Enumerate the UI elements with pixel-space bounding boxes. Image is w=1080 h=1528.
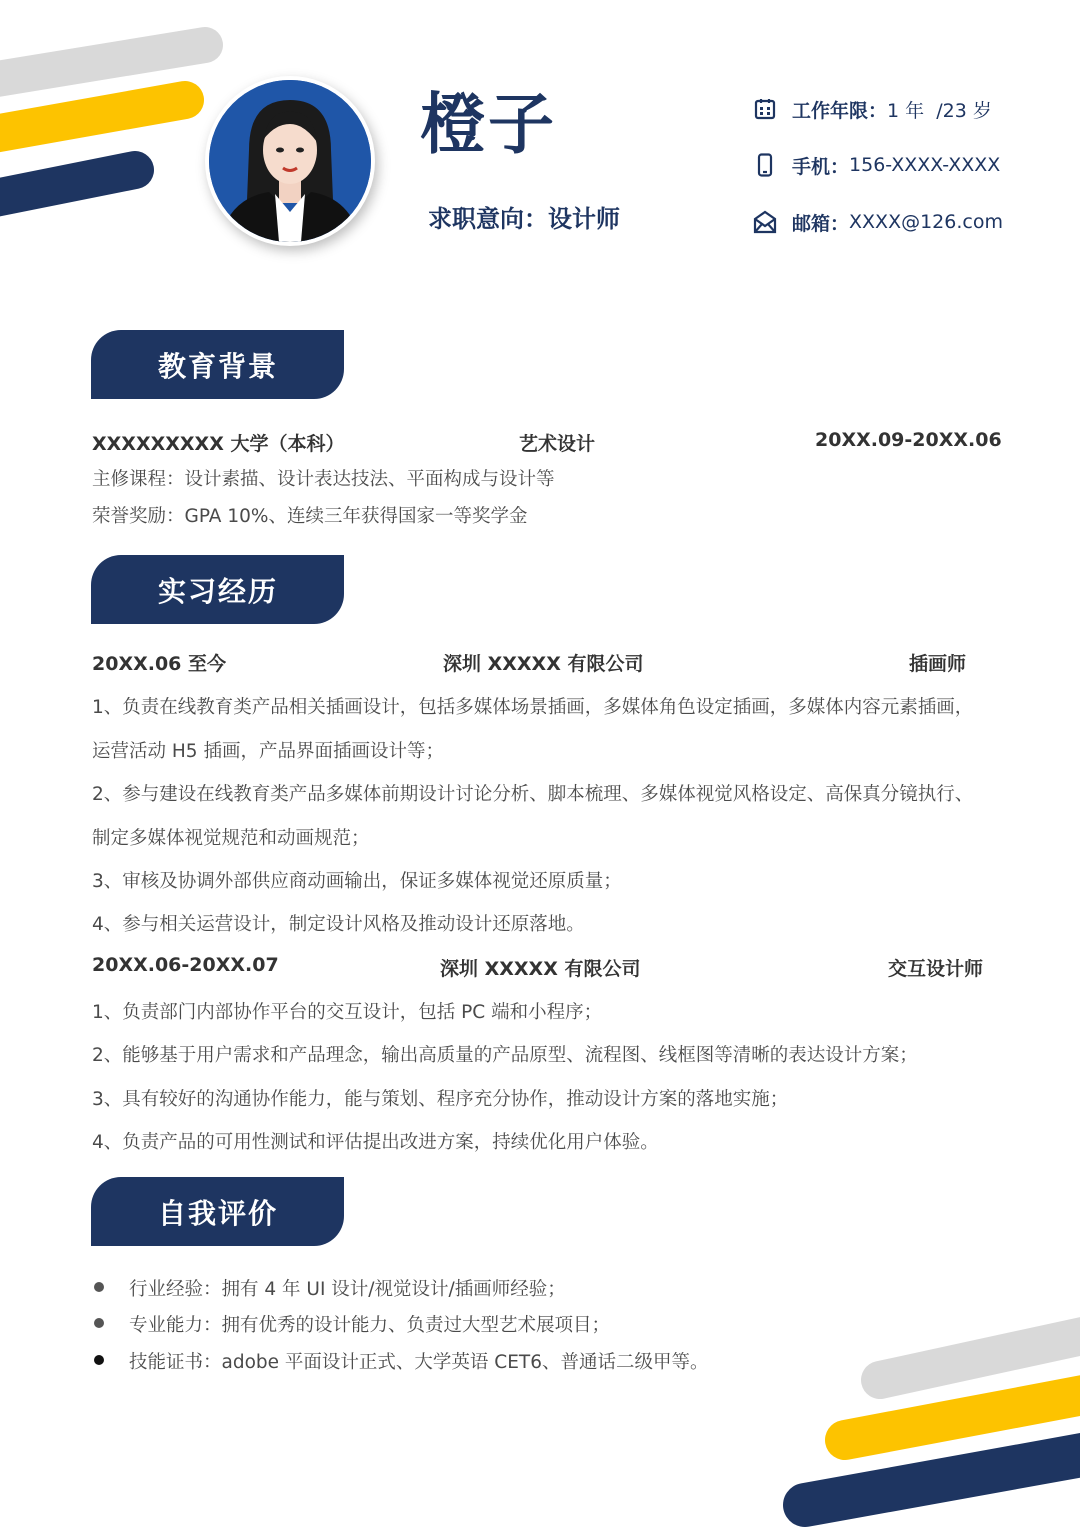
contact-email bbox=[752, 207, 1003, 237]
job-1-line: 1、负责在线教育类产品相关插画设计，包括多媒体场景插画，多媒体角色设定插画，多媒体内容元素插画， bbox=[92, 697, 974, 718]
job-2-line: 4、负责产品的可用性测试和评估提出改进方案，持续优化用户体验。 bbox=[92, 1132, 659, 1153]
section-title-internship: 实习经历 bbox=[91, 555, 344, 624]
job-2-line: 3、具有较好的沟通协作能力，能与策划、程序充分协作，推动设计方案的落地实施； bbox=[92, 1089, 789, 1110]
bullet-icon bbox=[94, 1318, 104, 1328]
job-1-role: 插画师 bbox=[909, 653, 967, 675]
job-2-period: 20XX.06-20XX.07 bbox=[92, 954, 279, 976]
job-intent bbox=[428, 199, 620, 234]
contact-experience bbox=[752, 94, 992, 124]
education-school: XXXXXXXXX 大学（本科） bbox=[92, 433, 345, 455]
bullet-icon bbox=[94, 1355, 104, 1365]
avatar bbox=[205, 76, 375, 246]
education-period: 20XX.09-20XX.06 bbox=[815, 429, 1002, 451]
education-honors: 荣誉奖励：GPA 10%、连续三年获得国家一等奖学金 bbox=[92, 506, 528, 527]
candidate-name: 橙子 bbox=[420, 86, 556, 163]
job-intent-label: 求职意向： bbox=[428, 205, 548, 233]
job-2-line: 2、能够基于用户需求和产品理念，输出高质量的产品原型、流程图、线框图等清晰的表达设计方案； bbox=[92, 1045, 918, 1066]
bullet-icon bbox=[94, 1282, 104, 1292]
self-eval-item: 专业能力：拥有优秀的设计能力、负责过大型艺术展项目； bbox=[129, 1315, 611, 1336]
contact-email-label: 邮箱： bbox=[792, 212, 850, 235]
job-2-role: 交互设计师 bbox=[888, 958, 984, 980]
job-2-line: 1、负责部门内部协作平台的交互设计，包括 PC 端和小程序； bbox=[92, 1002, 603, 1023]
job-1-period: 20XX.06 至今 bbox=[92, 653, 227, 675]
contact-phone bbox=[752, 150, 1000, 180]
job-2-company: 深圳 XXXXX 有限公司 bbox=[440, 958, 641, 980]
contact-phone-value: 156-XXXX-XXXX bbox=[849, 154, 1001, 176]
job-1-line: 3、审核及协调外部供应商动画输出，保证多媒体视觉还原质量； bbox=[92, 871, 622, 892]
section-title-self-evaluation: 自我评价 bbox=[91, 1177, 344, 1246]
job-1-line: 运营活动 H5 插画，产品界面插画设计等； bbox=[92, 741, 444, 762]
contact-experience-value: 1 年 /23 岁 bbox=[887, 99, 992, 122]
calendar-icon bbox=[752, 96, 778, 122]
mail-icon bbox=[752, 209, 778, 235]
phone-icon bbox=[752, 152, 778, 178]
contact-phone-label: 手机： bbox=[792, 155, 850, 178]
job-intent-value: 设计师 bbox=[548, 205, 620, 233]
contact-email-value: XXXX@126.com bbox=[849, 211, 1003, 233]
education-major: 艺术设计 bbox=[519, 433, 596, 455]
job-1-line: 4、参与相关运营设计，制定设计风格及推动设计还原落地。 bbox=[92, 914, 585, 935]
self-eval-item: 技能证书：adobe 平面设计正式、大学英语 CET6、普通话二级甲等。 bbox=[129, 1352, 709, 1373]
self-eval-item: 行业经验：拥有 4 年 UI 设计/视觉设计/插画师经验； bbox=[129, 1279, 566, 1300]
job-1-company: 深圳 XXXXX 有限公司 bbox=[443, 653, 644, 675]
section-title-education: 教育背景 bbox=[91, 330, 344, 399]
job-1-line: 制定多媒体视觉规范和动画规范； bbox=[92, 828, 370, 849]
contact-experience-label: 工作年限： bbox=[792, 99, 888, 122]
education-courses: 主修课程：设计素描、设计表达技法、平面构成与设计等 bbox=[92, 469, 555, 490]
profile-photo bbox=[209, 80, 371, 242]
job-1-line: 2、参与建设在线教育类产品多媒体前期设计讨论分析、脚本梳理、多媒体视觉风格设定、高保真分镜执行、 bbox=[92, 784, 974, 805]
